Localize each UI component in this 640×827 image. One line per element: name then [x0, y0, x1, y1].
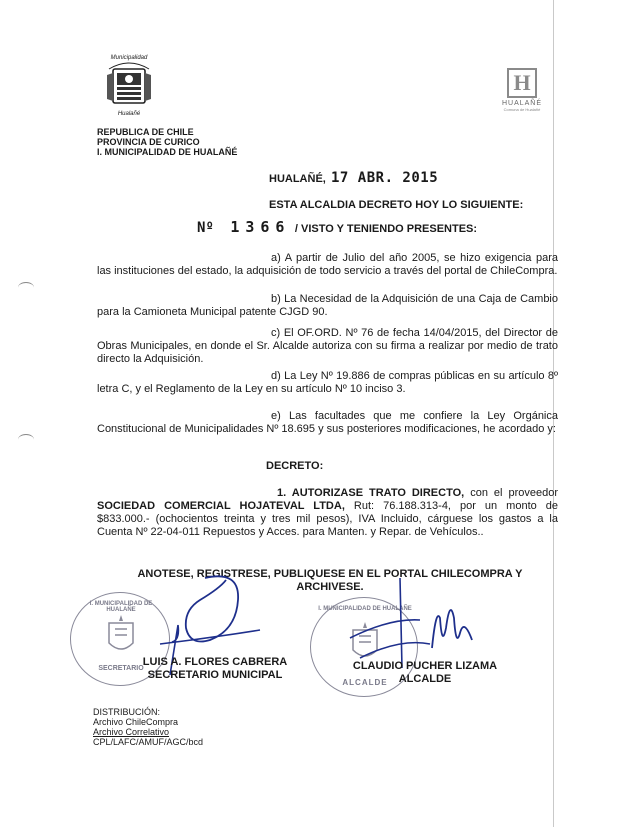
decreto-heading: DECRETO: [266, 460, 324, 472]
resolution-paragraph [97, 487, 558, 539]
secretary-name: LUIS A. FLORES CABRERA [142, 656, 288, 668]
crest-top-text: Municipalidad [110, 55, 148, 61]
header-line-municipalidad: I. MUNICIPALIDAD DE HUALAÑÉ [97, 147, 238, 157]
resolution-text-2: Rut: 76.188.313-4, por un monto de $833.000.- (ochocientos treinta y tres mil pesos), IVA Incluido, cárguese los gastos a la Cuenta Nº 22-04-011 Repuestos y Acces. para Manten. y Repar. de Vehículos.. [97, 500, 559, 538]
decree-number-prefix: Nº [197, 220, 214, 236]
mayor-stamp-top-text: I. MUNICIPALIDAD DE HUALAÑE [318, 606, 412, 612]
hualane-logo-name: HUALAÑÉ [501, 100, 543, 107]
secretary-role: SECRETARIO MUNICIPAL [147, 669, 283, 681]
closing-statement: ANOTESE, REGISTRESE, PUBLIQUESE EN EL PORTAL CHILECOMPRA Y ARCHIVESE. [137, 568, 523, 593]
secretary-stamp-top-text: I. MUNICIPALIDAD DE HUALAÑE [89, 601, 153, 613]
hualane-logo [498, 68, 546, 128]
distribution-item: Archivo ChileCompra [93, 717, 179, 727]
crest-bottom-text: Hualañé [117, 111, 141, 117]
hualane-logo-tagline: Comuna de Hualañé [503, 107, 541, 112]
decree-number-line [197, 218, 477, 237]
decree-intro: ESTA ALCALDIA DECRETO HOY LO SIGUIENTE: [269, 199, 524, 211]
resolution-text-1: con el proveedor [464, 487, 558, 499]
distribution-title: DISTRIBUCIÓN: [93, 707, 161, 717]
consideration-a: a) A partir de Julio del año 2005, se hizo exigencia para las instituciones del estado, la adquisición de todo servicio a través del portal de ChileCompra. [97, 252, 558, 277]
date-stamp: 17 ABR. 2015 [331, 170, 439, 186]
mayor-name: CLAUDIO PUCHER LIZAMA [352, 660, 498, 672]
hole-punch-mark [18, 282, 34, 293]
header-line-republica: REPUBLICA DE CHILE [97, 127, 194, 137]
decree-number: 1366 [230, 218, 291, 236]
consideration-c: c) El OF.ORD. Nº 76 de fecha 14/04/2015, del Director de Obras Municipales, en donde el Sr. Alcalde autoriza con su firma a realizar por medio de trato directo la Adquisición. [97, 327, 558, 365]
secretary-stamp-bottom-text: SECRETARIO [98, 665, 144, 672]
resolution-title: 1. AUTORIZASE TRATO DIRECTO, [277, 487, 465, 499]
hualane-logo-mark: H [507, 68, 536, 98]
distribution-item: Archivo Correlativo [93, 727, 170, 737]
hole-punch-mark [18, 434, 34, 445]
mayor-role: ALCALDE [398, 673, 452, 685]
resolution-provider: SOCIEDAD COMERCIAL HOJATEVAL LTDA, [97, 500, 345, 512]
date-place: HUALAÑÉ, [269, 173, 326, 185]
municipality-crest [103, 55, 155, 119]
header-line-provincia: PROVINCIA DE CURICO [97, 137, 200, 147]
mayor-stamp-bottom-text: ALCALDE [342, 678, 388, 687]
distribution-block [93, 707, 203, 747]
stamp-crest-icon [101, 615, 141, 659]
consideration-b: b) La Necesidad de la Adquisición de una Caja de Cambio para la Camioneta Municipal patente CJGD 90. [97, 293, 558, 318]
consideration-e: e) Las facultades que me confiere la Ley Orgánica Constitucional de Municipalidades Nº 18.695 y sus posteriores modificaciones, he acordado y: [97, 410, 558, 435]
consideration-d: d) La Ley Nº 19.886 de compras públicas en su artículo 8º letra C, y el Reglamento de la Ley en su artículo Nº 10 inciso 3. [97, 370, 558, 395]
decree-number-suffix: / VISTO Y TENIENDO PRESENTES: [294, 223, 478, 235]
distribution-item: CPL/LAFC/AMUF/AGC/bcd [93, 737, 204, 747]
